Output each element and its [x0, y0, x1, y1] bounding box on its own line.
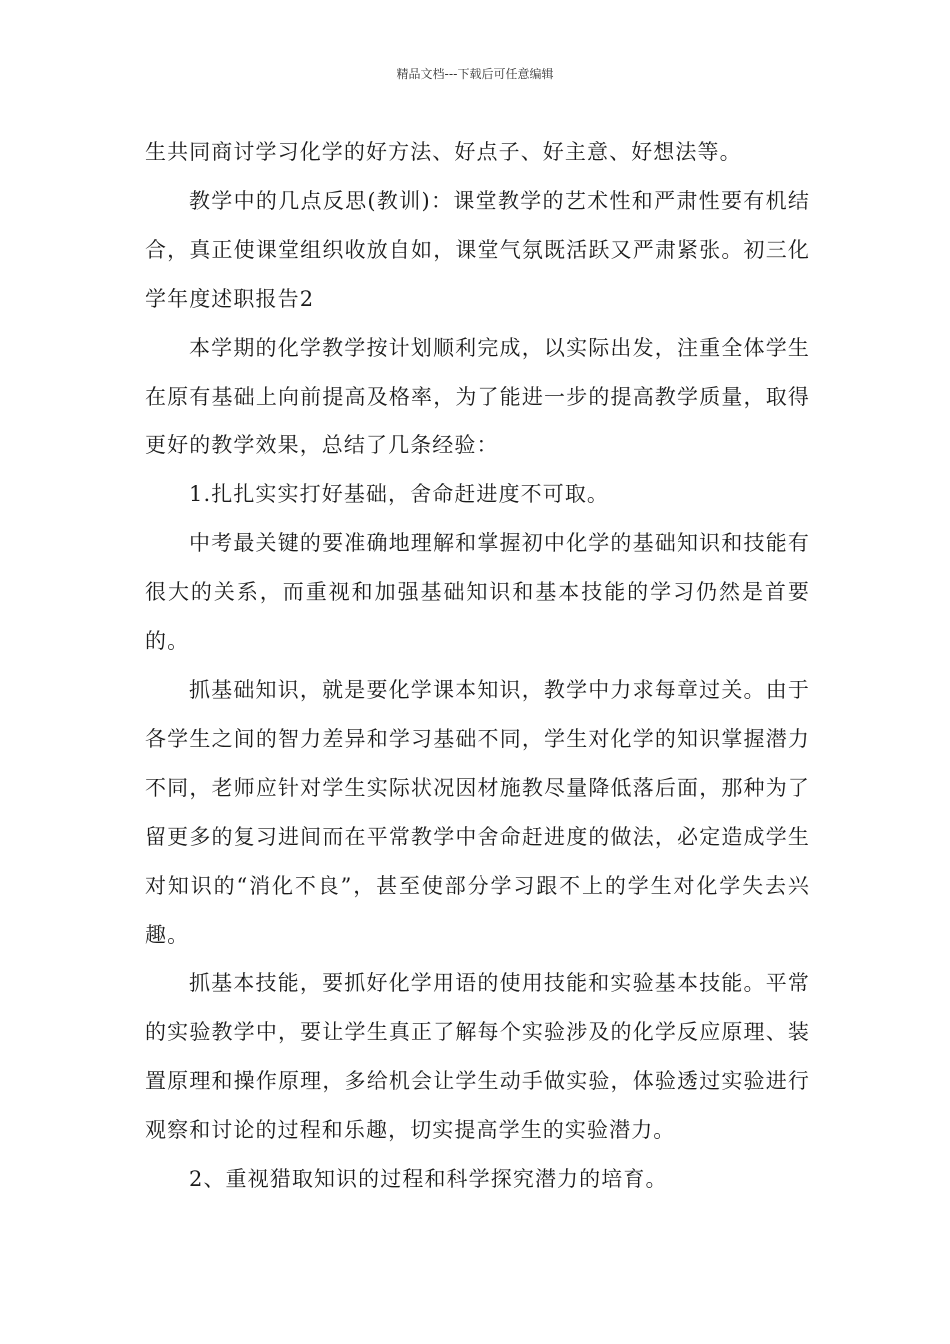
page-header: 精品文档---下载后可任意编辑 [396, 67, 554, 81]
paragraph: 本学期的化学教学按计划顺利完成，以实际出发，注重全体学生在原有基础上向前提高及格率，为了能进一步的提高教学质量，取得更好的教学效果，总结了几条经验： [145, 335, 810, 458]
paragraph: 2、重视猎取知识的过程和科学探究潜力的培育。 [189, 1167, 668, 1192]
paragraph: 抓基础知识，就是要化学课本知识，教学中力求每章过关。由于各学生之间的智力差异和学习基础不同，学生对化学的知识掌握潜力不同，老师应针对学生实际状况因材施教尽量降低落后面，那种为了留更多的复习进间而在平常教学中舍命赶进度的做法，必定造成学生对知识的“消化不良”，甚至使部分学习跟不上的学生对化学失去兴趣。 [145, 677, 810, 947]
paragraph: 抓基本技能，要抓好化学用语的使用技能和实验基本技能。平常的实验教学中，要让学生真正了解每个实验涉及的化学反应原理、装置原理和操作原理，多给机会让学生动手做实验，体验透过实验进行观察和讨论的过程和乐趣，切实提高学生的实验潜力。 [145, 971, 810, 1143]
document-body [145, 128, 810, 1204]
paragraph: 1.扎扎实实打好基础，舍命赶进度不可取。 [189, 482, 610, 507]
paragraph: 生共同商讨学习化学的好方法、好点子、好主意、好想法等。 [145, 140, 742, 164]
paragraph: 教学中的几点反思(教训)：课堂教学的艺术性和严肃性要有机结合，真正使课堂组织收放自如，课堂气氛既活跃又严肃紧张。初三化学年度述职报告2 [145, 188, 810, 311]
paragraph: 中考最关键的要准确地理解和掌握初中化学的基础知识和技能有很大的关系，而重视和加强基础知识和基本技能的学习仍然是首要的。 [145, 531, 810, 654]
